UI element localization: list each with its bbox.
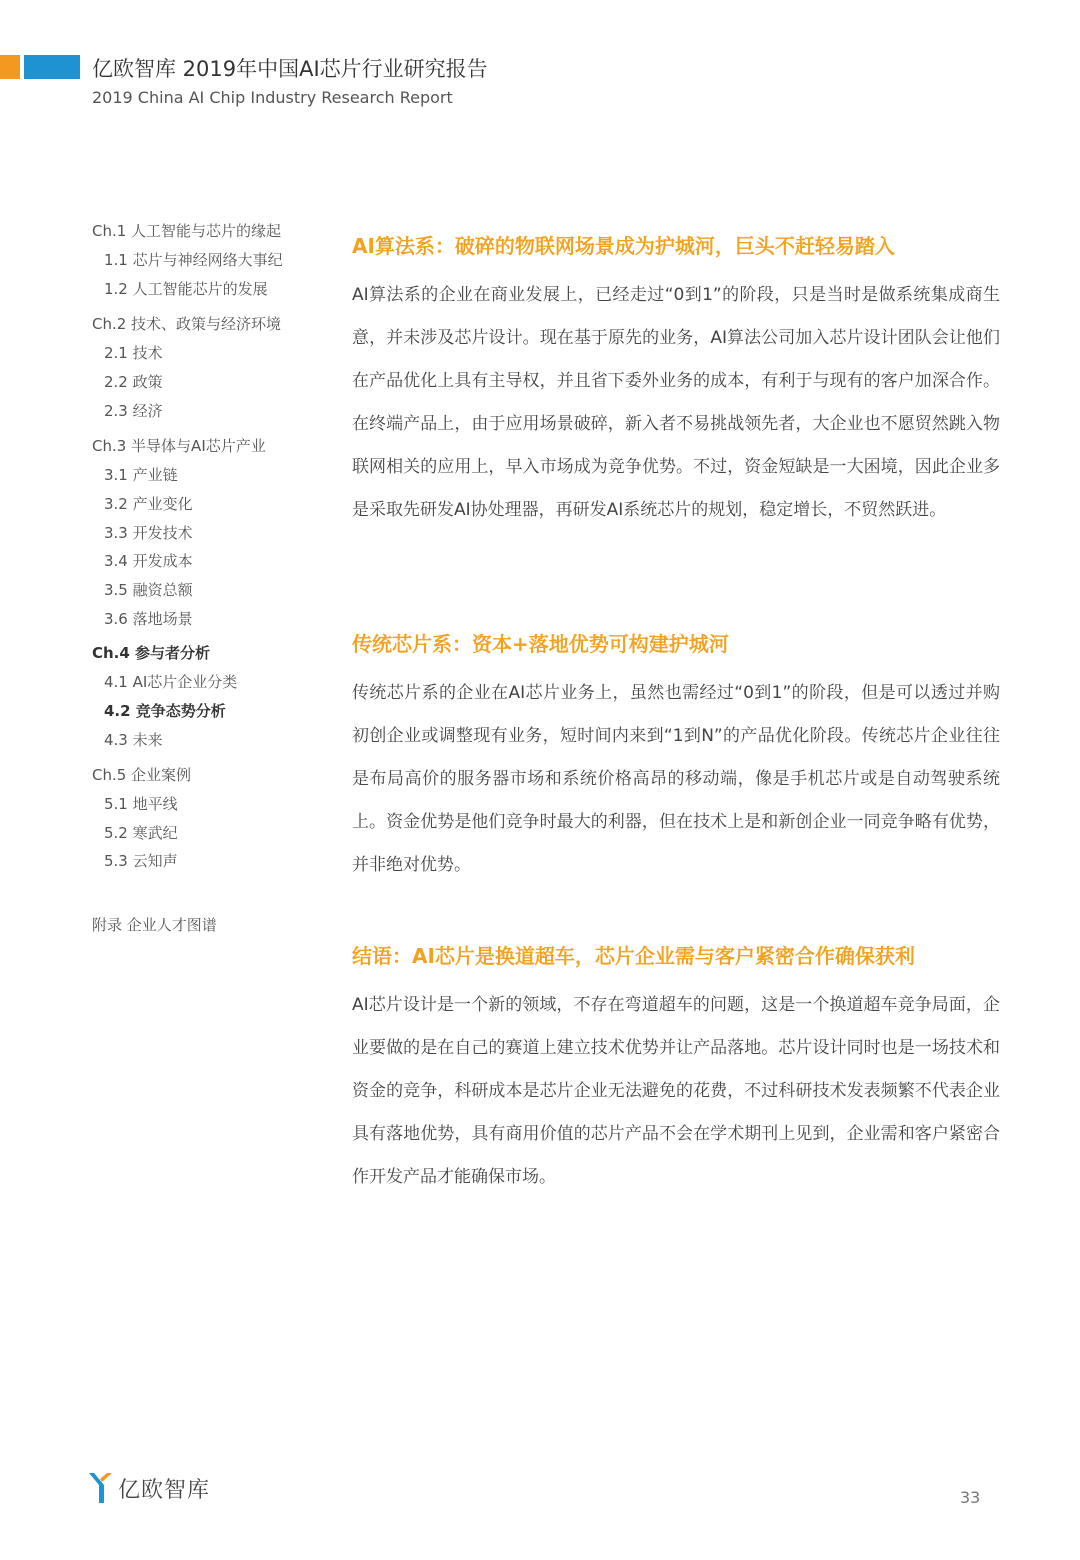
footer-logo [88,1470,210,1506]
toc-section-3-4[interactable]: 3.4 开发成本 [104,552,193,570]
toc-section-2-1[interactable]: 2.1 技术 [104,344,163,362]
report-subtitle: 2019 China AI Chip Industry Research Report [92,88,453,107]
section-body: 传统芯片系的企业在AI芯片业务上，虽然也需经过“0到1”的阶段，但是可以透过并购初创企业或调整现有业务，短时间内来到“1到N”的产品优化阶段。传统芯片企业往往是布局高价的服务器市场和系统价格高昂的移动端，像是手机芯片或是自动驾驶系统上。资金优势是他们竞争时最大的利器，但在技术上是和新创企业一同竞争略有优势，并非绝对优势。 [352,683,1000,875]
header-accent-blue [24,55,80,79]
toc-section-3-5[interactable]: 3.5 融资总额 [104,581,193,599]
section-heading: AI算法系：破碎的物联网场景成为护城河，巨头不赶轻易踏入 [352,234,895,258]
toc-appendix[interactable]: 附录 企业人才图谱 [92,916,217,934]
section-heading: 传统芯片系：资本+落地优势可构建护城河 [352,632,729,656]
toc-section-1-1[interactable]: 1.1 芯片与神经网络大事纪 [104,251,283,269]
section-traditional-chip [352,626,1000,887]
toc-chapter-1[interactable]: Ch.1 人工智能与芯片的缘起 [92,222,282,240]
toc-chapter-2[interactable]: Ch.2 技术、政策与经济环境 [92,315,282,333]
section-heading: 结语：AI芯片是换道超车，芯片企业需与客户紧密合作确保获利 [352,944,915,968]
section-ai-algorithm [352,228,1000,532]
footer-logo-text: 亿欧智库 [118,1477,211,1503]
toc-section-3-6[interactable]: 3.6 落地场景 [104,610,193,628]
toc-section-5-3[interactable]: 5.3 云知声 [104,852,178,870]
toc-section-3-3[interactable]: 3.3 开发技术 [104,524,193,542]
yiou-logo-icon [88,1470,114,1506]
section-body: AI算法系的企业在商业发展上，已经走过“0到1”的阶段，只是当时是做系统集成商生意，并未涉及芯片设计。现在基于原先的业务，AI算法公司加入芯片设计团队会让他们在产品优化上具有主导权，并且省下委外业务的成本，有利于与现有的客户加深合作。在终端产品上，由于应用场景破碎，新入者不易挑战领先者，大企业也不愿贸然跳入物联网相关的应用上，早入市场成为竞争优势。不过，资金短缺是一大困境，因此企业多是采取先研发AI协处理器，再研发AI系统芯片的规划，稳定增长，不贸然跃进。 [352,285,1000,520]
toc-section-3-2[interactable]: 3.2 产业变化 [104,495,193,513]
toc-section-2-2[interactable]: 2.2 政策 [104,373,163,391]
toc-section-5-1[interactable]: 5.1 地平线 [104,795,178,813]
toc-chapter-3[interactable]: Ch.3 半导体与AI芯片产业 [92,437,266,455]
toc-section-4-3[interactable]: 4.3 未来 [104,731,163,749]
page-number: 33 [960,1488,981,1507]
report-title: 亿欧智库 2019年中国AI芯片行业研究报告 [92,57,488,81]
toc-chapter-5[interactable]: Ch.5 企业案例 [92,766,192,784]
toc-section-4-2[interactable]: 4.2 竞争态势分析 [104,702,226,720]
header-accent-orange [0,55,20,79]
toc-section-5-2[interactable]: 5.2 寒武纪 [104,824,178,842]
section-body: AI芯片设计是一个新的领域，不存在弯道超车的问题，这是一个换道超车竞争局面，企业要做的是在自己的赛道上建立技术优势并让产品落地。芯片设计同时也是一场技术和资金的竞争，科研成本是芯片企业无法避免的花费，不过科研技术发表频繁不代表企业具有落地优势，具有商用价值的芯片产品不会在学术期刊上见到，企业需和客户紧密合作开发产品才能确保市场。 [352,995,1000,1187]
toc-section-3-1[interactable]: 3.1 产业链 [104,466,178,484]
toc-chapter-4[interactable]: Ch.4 参与者分析 [92,644,211,662]
section-conclusion [352,938,1000,1199]
toc-section-1-2[interactable]: 1.2 人工智能芯片的发展 [104,280,268,298]
toc-section-4-1[interactable]: 4.1 AI芯片企业分类 [104,673,238,691]
toc-section-2-3[interactable]: 2.3 经济 [104,402,163,420]
